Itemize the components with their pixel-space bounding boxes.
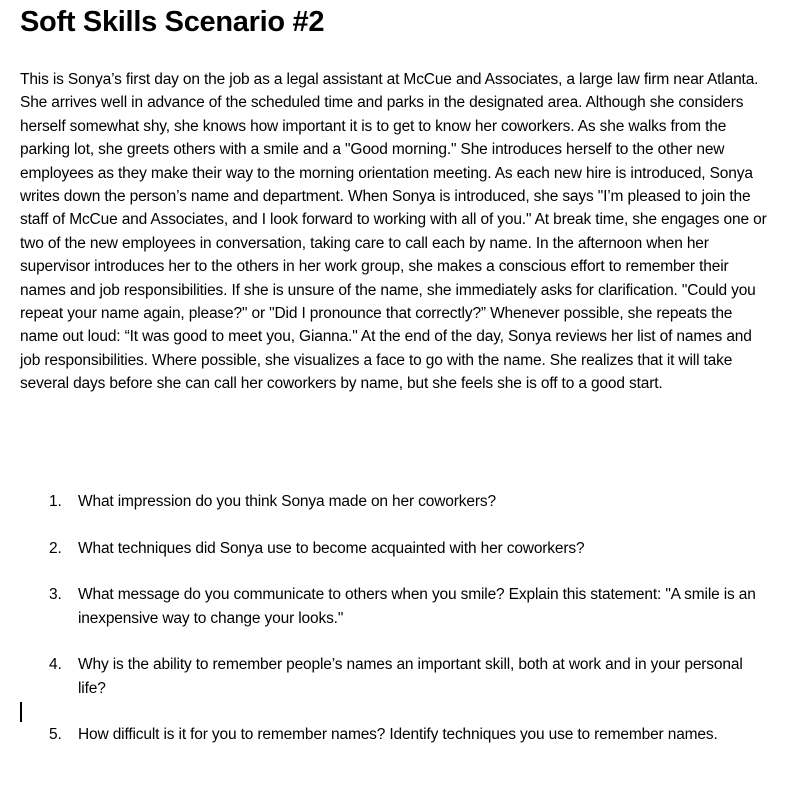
question-text: How difficult is it for you to remember names? Identify techniques you use to remember names. xyxy=(78,726,718,743)
question-number: 4. xyxy=(49,656,62,673)
question-number: 1. xyxy=(49,493,62,510)
question-text: What techniques did Sonya use to become acquainted with her coworkers? xyxy=(78,540,585,557)
question-number: 2. xyxy=(49,540,62,557)
question-text: What message do you communicate to others when you smile? Explain this statement: "A smile is an inexpensive way to change your looks." xyxy=(78,586,756,627)
question-text: Why is the ability to remember people’s names an important skill, both at work and in your personal life? xyxy=(78,656,743,697)
question-number: 3. xyxy=(49,586,62,603)
question-text: What impression do you think Sonya made on her coworkers? xyxy=(78,493,496,510)
question-number: 5. xyxy=(49,726,62,743)
text-cursor xyxy=(20,702,22,722)
document-title: Soft Skills Scenario #2 xyxy=(20,6,325,38)
scenario-paragraph: This is Sonya’s first day on the job as a legal assistant at McCue and Associates, a large law firm near Atlanta. She arrives well in advance of the scheduled time and parks in the designated area. Although she considers herself somewhat shy, she knows how important it is to get to know her coworkers. As she walks from the parking lot, she greets others with a smile and a "Good morning." She introduces herself to the other new employees as they make their way to the morning orientation meeting. As each new hire is introduced, Sonya writes down the person’s name and department. When Sonya is introduced, she says "I’m pleased to join the staff of McCue and Associates, and I look forward to working with all of you." At break time, she engages one or two of the new employees in conversation, taking care to call each by name. In the afternoon when her supervisor introduces her to the others in her work group, she makes a conscious effort to remember their names and job responsibilities. If she is unsure of the name, she immediately asks for clarification. "Could you repeat your name again, please?" or "Did I pronounce that correctly?” Whenever possible, she repeats the name out loud: “It was good to meet you, Gianna." At the end of the day, Sonya reviews her list of names and job responsibilities. Where possible, she visualizes a face to go with the name. She realizes that it will take several days before she can call her coworkers by name, but she feels she is off to a good start. xyxy=(20,71,767,393)
